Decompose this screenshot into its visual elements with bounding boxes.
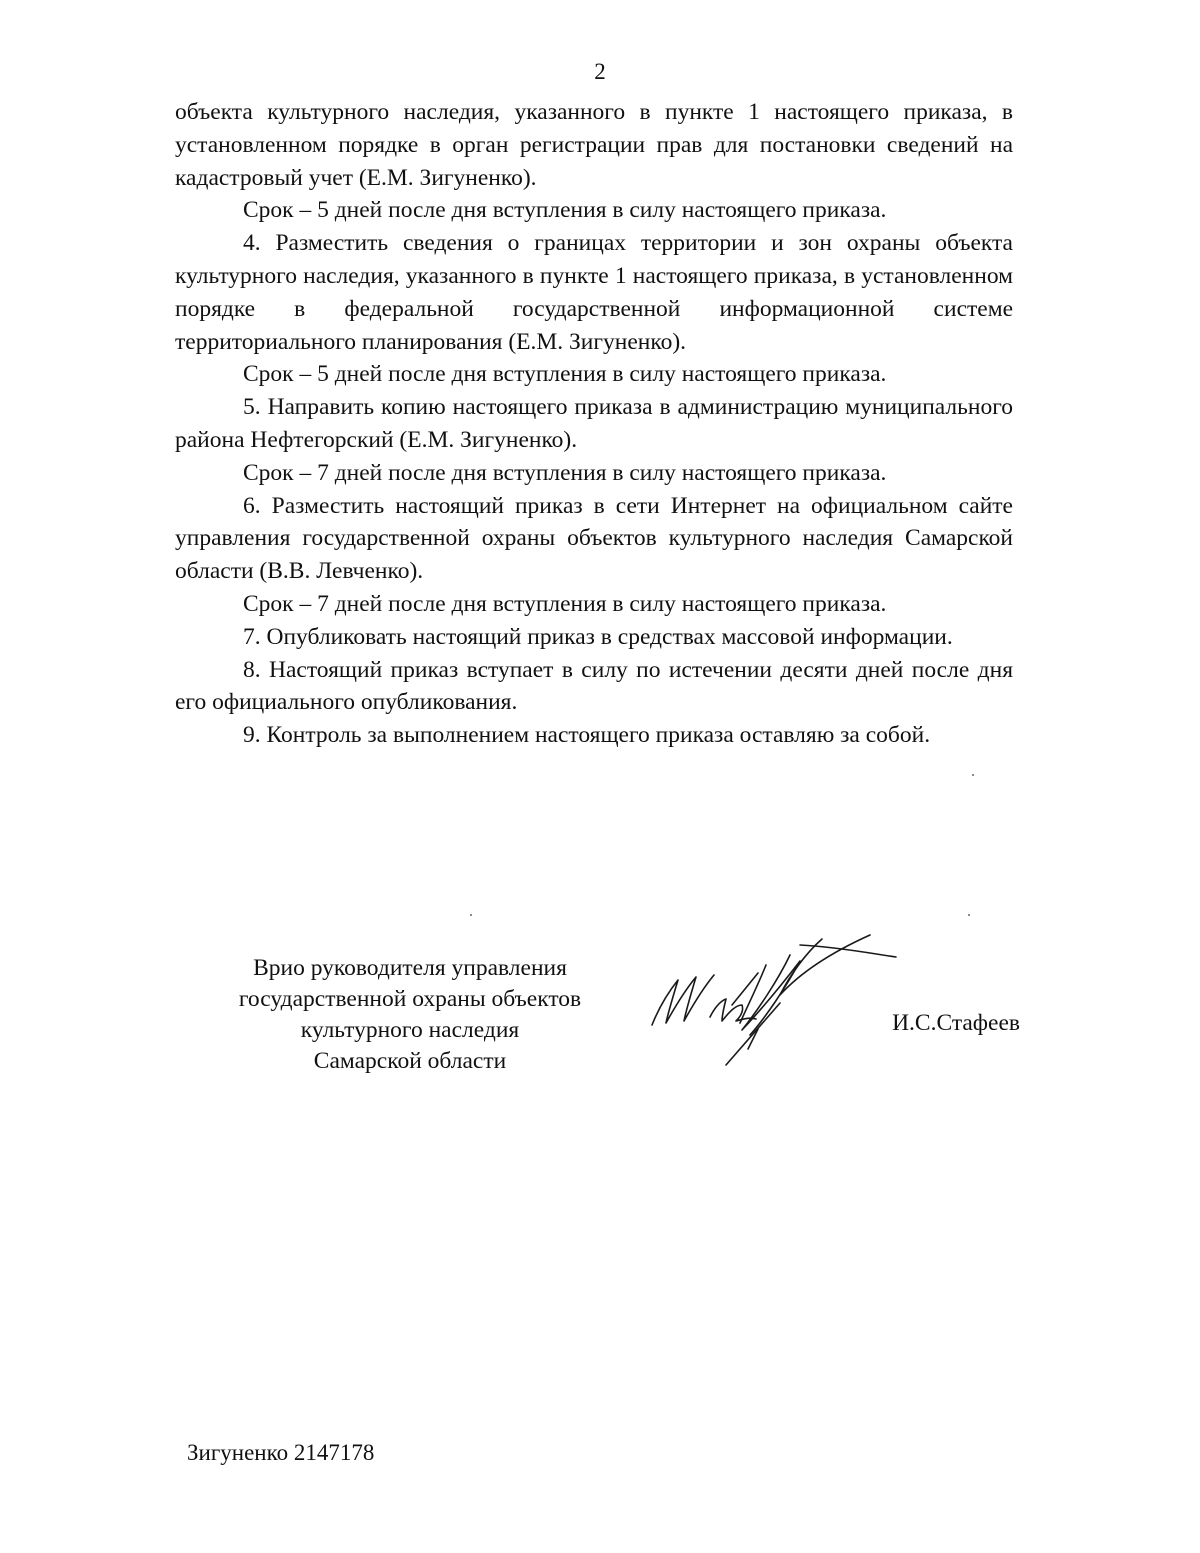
paragraph-item-3-continuation: объекта культурного наследия, указанного в пункте 1 настоящего приказа, в установленном порядке в орган регистрации прав для постановки сведений на кадастровый учет (Е.М. Зигуненко). bbox=[175, 99, 1013, 191]
handwritten-signature-icon bbox=[640, 925, 910, 1075]
paragraph-item-9: 9. Контроль за выполнением настоящего приказа оставляю за собой. bbox=[243, 722, 931, 749]
page-number: 2 bbox=[594, 59, 606, 84]
position-line: Врио руководителя управления bbox=[253, 955, 567, 981]
executor-contact: Зигуненко 2147178 bbox=[187, 1440, 375, 1465]
deadline-item-4: Срок – 5 дней после дня вступления в силу настоящего приказа. bbox=[243, 361, 887, 388]
order-body bbox=[175, 96, 1013, 752]
signer-name: И.С.Стафеев bbox=[892, 1010, 1020, 1036]
paragraph-item-8: 8. Настоящий приказ вступает в силу по истечении десяти дней после дня его официального опубликования. bbox=[175, 656, 1013, 716]
scan-speck bbox=[972, 774, 974, 776]
signatory-position bbox=[200, 953, 620, 1077]
paragraph-item-7: 7. Опубликовать настоящий приказ в средствах массовой информации. bbox=[243, 623, 953, 650]
paragraph-item-4: 4. Разместить сведения о границах территории и зон охраны объекта культурного наследия, указанного в пункте 1 настоящего приказа, в установленном порядке в федеральной государственной информационной системе территориального планирования (Е.М. Зигуненко). bbox=[175, 230, 1013, 355]
scan-speck bbox=[968, 914, 970, 916]
position-line: Самарской области bbox=[313, 1048, 507, 1074]
deadline-item-5: Срок – 7 дней после дня вступления в силу настоящего приказа. bbox=[243, 459, 887, 486]
deadline-item-6: Срок – 7 дней после дня вступления в силу настоящего приказа. bbox=[243, 590, 887, 617]
position-line: государственной охраны объектов bbox=[238, 986, 582, 1012]
position-line: культурного наследия bbox=[300, 1017, 520, 1043]
deadline-item-3: Срок – 5 дней после дня вступления в силу настоящего приказа. bbox=[243, 197, 887, 224]
paragraph-item-5: 5. Направить копию настоящего приказа в администрацию муниципального района Нефтегорский (Е.М. Зигуненко). bbox=[175, 394, 1013, 453]
scan-speck bbox=[470, 914, 472, 916]
paragraph-item-6: 6. Разместить настоящий приказ в сети Интернет на официальном сайте управления государственной охраны объектов культурного наследия Самарской области (В.В. Левченко). bbox=[175, 492, 1013, 585]
